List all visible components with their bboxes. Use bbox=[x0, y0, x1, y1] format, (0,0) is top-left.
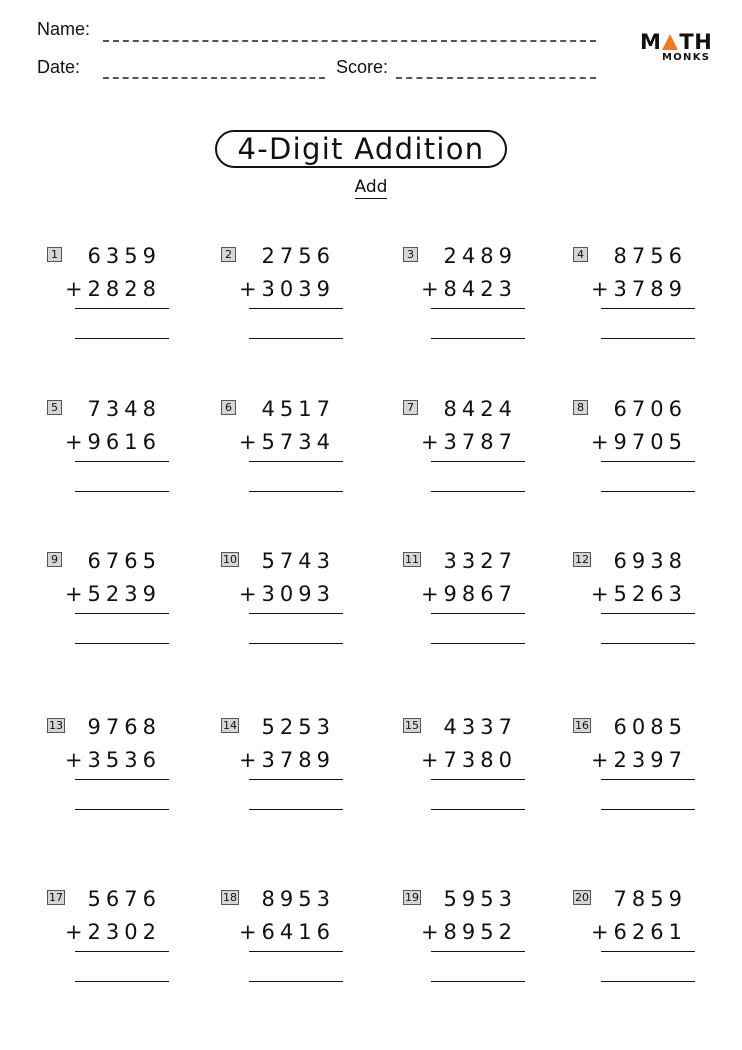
problem-number: 12 bbox=[575, 553, 589, 566]
answer-line[interactable] bbox=[249, 643, 343, 644]
logo-wordmark bbox=[640, 30, 712, 54]
problem-number: 8 bbox=[573, 400, 588, 415]
problem-19 bbox=[403, 887, 543, 997]
addend-top: 5253 bbox=[261, 715, 335, 739]
instructions bbox=[0, 177, 742, 197]
problem-number: 14 bbox=[223, 719, 237, 732]
score-label: Score: bbox=[336, 57, 389, 77]
sum-line bbox=[431, 613, 525, 614]
addend-bottom: 2397 bbox=[613, 748, 687, 772]
plus-sign: + bbox=[590, 277, 614, 301]
addend-top: 4517 bbox=[261, 397, 335, 421]
problem-number: 2 bbox=[221, 247, 236, 262]
problem-4 bbox=[573, 244, 713, 354]
addend-top: 2756 bbox=[261, 244, 335, 268]
addend-bottom: 5263 bbox=[613, 582, 687, 606]
problem-14 bbox=[221, 715, 361, 825]
addend-bottom-row bbox=[239, 748, 335, 772]
addend-bottom-row bbox=[421, 430, 517, 454]
addend-bottom-row bbox=[421, 277, 517, 301]
addend-top: 9768 bbox=[87, 715, 161, 739]
plus-sign: + bbox=[64, 748, 88, 772]
problem-2 bbox=[221, 244, 361, 354]
addend-bottom: 5239 bbox=[87, 582, 161, 606]
addend-bottom-row bbox=[239, 920, 335, 944]
problem-7 bbox=[403, 397, 543, 507]
addend-bottom-row bbox=[591, 582, 687, 606]
answer-line[interactable] bbox=[75, 643, 169, 644]
date-label: Date: bbox=[37, 57, 81, 77]
plus-sign: + bbox=[238, 430, 262, 454]
problem-number: 15 bbox=[405, 719, 419, 732]
logo-subtext: MONKS bbox=[662, 52, 711, 63]
date-field[interactable] bbox=[103, 77, 325, 79]
sum-line bbox=[75, 613, 169, 614]
addend-bottom: 6261 bbox=[613, 920, 687, 944]
addend-top: 6359 bbox=[87, 244, 161, 268]
answer-line[interactable] bbox=[75, 491, 169, 492]
problem-9 bbox=[47, 549, 187, 659]
plus-sign: + bbox=[590, 748, 614, 772]
addend-top: 4337 bbox=[443, 715, 517, 739]
sum-line bbox=[249, 308, 343, 309]
addend-bottom: 8952 bbox=[443, 920, 517, 944]
plus-sign: + bbox=[238, 920, 262, 944]
problem-number: 4 bbox=[573, 247, 588, 262]
problem-10 bbox=[221, 549, 361, 659]
addend-bottom: 3093 bbox=[261, 582, 335, 606]
plus-sign: + bbox=[590, 582, 614, 606]
addend-bottom-row bbox=[421, 920, 517, 944]
plus-sign: + bbox=[64, 582, 88, 606]
problem-number: 16 bbox=[575, 719, 589, 732]
problem-number: 10 bbox=[223, 553, 237, 566]
problem-number: 13 bbox=[49, 719, 63, 732]
addend-bottom-row bbox=[65, 920, 161, 944]
logo-triangle-icon bbox=[662, 34, 678, 50]
page-title: 4-Digit Addition bbox=[215, 130, 507, 168]
answer-line[interactable] bbox=[431, 643, 525, 644]
plus-sign: + bbox=[420, 582, 444, 606]
sum-line bbox=[249, 951, 343, 952]
sum-line bbox=[431, 951, 525, 952]
addend-bottom-row bbox=[591, 748, 687, 772]
problem-number: 20 bbox=[575, 891, 589, 904]
sum-line bbox=[601, 461, 695, 462]
addend-bottom: 3039 bbox=[261, 277, 335, 301]
answer-line[interactable] bbox=[601, 981, 695, 982]
answer-line[interactable] bbox=[249, 491, 343, 492]
addend-bottom-row bbox=[65, 582, 161, 606]
sum-line bbox=[249, 613, 343, 614]
addend-bottom-row bbox=[421, 748, 517, 772]
addend-top: 8424 bbox=[443, 397, 517, 421]
sum-line bbox=[601, 951, 695, 952]
plus-sign: + bbox=[420, 920, 444, 944]
addend-bottom: 3787 bbox=[443, 430, 517, 454]
addend-top: 6938 bbox=[613, 549, 687, 573]
problem-18 bbox=[221, 887, 361, 997]
addend-bottom: 9616 bbox=[87, 430, 161, 454]
answer-line[interactable] bbox=[75, 809, 169, 810]
problem-3 bbox=[403, 244, 543, 354]
answer-line[interactable] bbox=[431, 981, 525, 982]
problem-11 bbox=[403, 549, 543, 659]
addend-bottom: 3536 bbox=[87, 748, 161, 772]
addend-bottom-row bbox=[239, 430, 335, 454]
addend-bottom: 6416 bbox=[261, 920, 335, 944]
plus-sign: + bbox=[590, 430, 614, 454]
sum-line bbox=[601, 613, 695, 614]
problem-number: 19 bbox=[405, 891, 419, 904]
plus-sign: + bbox=[64, 430, 88, 454]
plus-sign: + bbox=[238, 277, 262, 301]
sum-line bbox=[601, 308, 695, 309]
sum-line bbox=[249, 461, 343, 462]
addend-bottom: 9867 bbox=[443, 582, 517, 606]
problem-16 bbox=[573, 715, 713, 825]
addend-top: 3327 bbox=[443, 549, 517, 573]
addend-top: 5743 bbox=[261, 549, 335, 573]
addend-bottom-row bbox=[65, 748, 161, 772]
addend-top: 6085 bbox=[613, 715, 687, 739]
sum-line bbox=[431, 461, 525, 462]
sum-line bbox=[75, 779, 169, 780]
problem-number: 1 bbox=[47, 247, 62, 262]
problem-8 bbox=[573, 397, 713, 507]
answer-line[interactable] bbox=[75, 981, 169, 982]
plus-sign: + bbox=[590, 920, 614, 944]
addend-top: 8953 bbox=[261, 887, 335, 911]
problem-13 bbox=[47, 715, 187, 825]
problem-1 bbox=[47, 244, 187, 354]
plus-sign: + bbox=[420, 748, 444, 772]
answer-line[interactable] bbox=[601, 643, 695, 644]
addend-bottom-row bbox=[65, 277, 161, 301]
plus-sign: + bbox=[238, 748, 262, 772]
problem-number: 11 bbox=[405, 553, 419, 566]
addend-bottom: 2828 bbox=[87, 277, 161, 301]
plus-sign: + bbox=[420, 277, 444, 301]
sum-line bbox=[75, 461, 169, 462]
answer-line[interactable] bbox=[249, 809, 343, 810]
problem-17 bbox=[47, 887, 187, 997]
addend-bottom: 3789 bbox=[613, 277, 687, 301]
addend-bottom: 8423 bbox=[443, 277, 517, 301]
addend-bottom-row bbox=[591, 430, 687, 454]
sum-line bbox=[75, 951, 169, 952]
answer-line[interactable] bbox=[249, 338, 343, 339]
plus-sign: + bbox=[238, 582, 262, 606]
addend-bottom-row bbox=[239, 277, 335, 301]
answer-line[interactable] bbox=[75, 338, 169, 339]
problem-number: 7 bbox=[403, 400, 418, 415]
problem-number: 6 bbox=[221, 400, 236, 415]
answer-line[interactable] bbox=[431, 338, 525, 339]
answer-line[interactable] bbox=[601, 809, 695, 810]
answer-line[interactable] bbox=[601, 338, 695, 339]
sum-line bbox=[249, 779, 343, 780]
sum-line bbox=[431, 308, 525, 309]
sum-line bbox=[431, 779, 525, 780]
answer-line[interactable] bbox=[249, 981, 343, 982]
problem-number: 9 bbox=[47, 552, 62, 567]
answer-line[interactable] bbox=[431, 809, 525, 810]
addend-bottom: 5734 bbox=[261, 430, 335, 454]
addend-bottom-row bbox=[239, 582, 335, 606]
plus-sign: + bbox=[64, 920, 88, 944]
addend-top: 5676 bbox=[87, 887, 161, 911]
logo-top-text: M TH bbox=[640, 30, 713, 54]
math-monks-logo bbox=[640, 30, 716, 66]
addend-bottom: 2302 bbox=[87, 920, 161, 944]
name-field[interactable] bbox=[103, 40, 596, 42]
name-label: Name: bbox=[37, 19, 91, 39]
problem-number: 3 bbox=[403, 247, 418, 262]
addend-bottom: 7380 bbox=[443, 748, 517, 772]
score-field[interactable] bbox=[396, 77, 596, 79]
answer-line[interactable] bbox=[601, 491, 695, 492]
addend-bottom-row bbox=[65, 430, 161, 454]
instruction-text: Add bbox=[354, 177, 388, 197]
addend-top: 8756 bbox=[613, 244, 687, 268]
addend-top: 7859 bbox=[613, 887, 687, 911]
problem-number: 18 bbox=[223, 891, 237, 904]
problem-12 bbox=[573, 549, 713, 659]
addend-bottom-row bbox=[421, 582, 517, 606]
sum-line bbox=[75, 308, 169, 309]
addend-top: 5953 bbox=[443, 887, 517, 911]
addend-top: 6765 bbox=[87, 549, 161, 573]
sum-line bbox=[601, 779, 695, 780]
addend-bottom: 9705 bbox=[613, 430, 687, 454]
problem-number: 17 bbox=[49, 891, 63, 904]
problem-15 bbox=[403, 715, 543, 825]
problem-20 bbox=[573, 887, 713, 997]
addend-bottom-row bbox=[591, 920, 687, 944]
addend-bottom-row bbox=[591, 277, 687, 301]
addend-top: 6706 bbox=[613, 397, 687, 421]
plus-sign: + bbox=[420, 430, 444, 454]
addend-top: 2489 bbox=[443, 244, 517, 268]
plus-sign: + bbox=[64, 277, 88, 301]
problem-number: 5 bbox=[47, 400, 62, 415]
problem-6 bbox=[221, 397, 361, 507]
answer-line[interactable] bbox=[431, 491, 525, 492]
addend-bottom: 3789 bbox=[261, 748, 335, 772]
addend-top: 7348 bbox=[87, 397, 161, 421]
problem-5 bbox=[47, 397, 187, 507]
